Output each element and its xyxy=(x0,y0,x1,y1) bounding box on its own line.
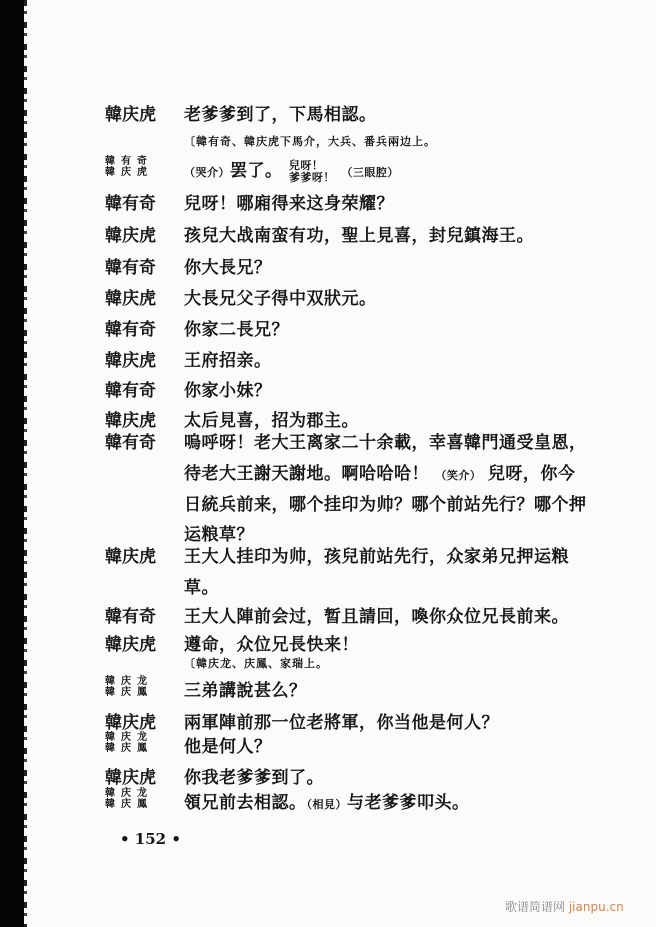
speech-segment: 与老爹爹叩头。 xyxy=(347,793,470,813)
speech-segment: 兒呀，你今 xyxy=(487,464,576,484)
stage-aside: （哭介） xyxy=(184,166,230,179)
speaker-name: 韓庆虎 xyxy=(105,635,156,655)
speech-text-line: 运粮草？ xyxy=(184,525,254,545)
speech-text: 孩兒大战南蛮有功，聖上見喜，封兒鎮海王。 xyxy=(184,226,534,246)
speaker-name: 韓庆虎 xyxy=(105,713,156,733)
speech-text: 老爹爹到了，下馬相認。 xyxy=(184,105,377,125)
speaker-name: 韓庆龙 xyxy=(105,676,153,687)
speech-text: 太后見喜，招为郡主。 xyxy=(184,411,359,431)
watermark-url: jianpu.cn xyxy=(568,900,624,914)
speech-text-line: 嗚呼呀！老大王离家二十余載，幸喜韓門通受皇恩， xyxy=(184,433,587,453)
speech-text: 你家二長兄？ xyxy=(184,320,289,340)
speech-text-line: 日統兵前来，哪个挂印为帅？哪个前站先行？哪个押 xyxy=(184,495,587,515)
split-speech xyxy=(289,160,335,184)
speech-main: 罢了。 xyxy=(230,161,283,181)
watermark xyxy=(505,898,624,915)
page-number: • 152 • xyxy=(120,830,181,848)
speaker-name: 韓庆虎 xyxy=(105,167,153,178)
speaker-pair xyxy=(105,156,153,178)
speaker-name: 韓庆鳳 xyxy=(105,743,153,754)
speaker-name: 韓庆虎 xyxy=(105,105,156,125)
speech-segment: 待老大王謝天謝地。啊哈哈哈！ xyxy=(184,464,429,484)
speech-text: 兩軍陣前那一位老將軍，你当他是何人？ xyxy=(184,713,499,733)
speaker-name: 韓庆鳳 xyxy=(105,687,153,698)
speaker-name: 韓有奇 xyxy=(105,607,156,627)
speaker-name: 韓有奇 xyxy=(105,381,156,401)
speech-text: 你我老爹爹到了。 xyxy=(184,768,324,788)
speech-text: 王府招亲。 xyxy=(184,351,272,371)
speaker-name: 韓庆鳳 xyxy=(105,799,153,810)
speaker-pair xyxy=(105,676,153,698)
speech-text: 你家小妹？ xyxy=(184,381,272,401)
split-speech-top: 兒呀！ xyxy=(288,158,324,172)
stage-aside: （相見） xyxy=(306,798,347,811)
split-speech-bottom: 爹爹呀！ xyxy=(288,170,335,184)
speaker-pair xyxy=(105,732,153,754)
speech-text: 大長兄父子得中双狀元。 xyxy=(184,289,377,309)
speaker-name: 韓庆虎 xyxy=(105,411,156,431)
speaker-name: 韓庆虎 xyxy=(105,351,156,371)
speech-text: 遵命，众位兄長快来！ xyxy=(184,635,359,655)
speech-text xyxy=(184,156,399,184)
speaker-name: 韓庆虎 xyxy=(105,547,156,567)
watermark-site-name: 歌谱简谱网 xyxy=(505,900,566,914)
stage-direction: 〔韓有奇、韓庆虎下馬介，大兵、番兵兩边上。 xyxy=(184,135,436,148)
speech-text: 三弟講說甚么？ xyxy=(184,681,307,701)
speaker-pair xyxy=(105,788,153,810)
speech-text-line xyxy=(184,459,575,484)
speaker-name: 韓庆龙 xyxy=(105,732,153,743)
speech-text xyxy=(184,788,470,813)
speech-text-line: 王大人挂印为帅，孩兒前站先行，众家弟兄押运粮 xyxy=(184,547,569,567)
speaker-name: 韓庆虎 xyxy=(105,768,156,788)
speech-segment: 領兄前去相認。 xyxy=(184,793,307,813)
stage-aside: （笑介） xyxy=(435,469,482,482)
speech-text: 王大人陣前会过，暂且請回，喚你众位兄長前来。 xyxy=(184,607,569,627)
speech-text-line: 草。 xyxy=(184,578,219,598)
speaker-name: 韓有奇 xyxy=(105,258,156,278)
speaker-name: 韓有奇 xyxy=(105,156,153,167)
speaker-name: 韓庆虎 xyxy=(105,289,156,309)
stage-direction: 〔韓庆龙、庆鳳、家瑞上。 xyxy=(184,657,328,670)
speaker-name: 韓有奇 xyxy=(105,194,156,214)
speaker-name: 韓庆龙 xyxy=(105,788,153,799)
speech-text: 他是何人？ xyxy=(184,737,272,757)
stage-aside: （三眼腔） xyxy=(341,166,399,179)
speaker-name: 韓有奇 xyxy=(105,433,156,453)
speech-text: 你大長兄？ xyxy=(184,258,272,278)
speaker-name: 韓庆虎 xyxy=(105,226,156,246)
speech-text: 兒呀！哪廂得来这身荣耀？ xyxy=(184,194,394,214)
speaker-name: 韓有奇 xyxy=(105,320,156,340)
